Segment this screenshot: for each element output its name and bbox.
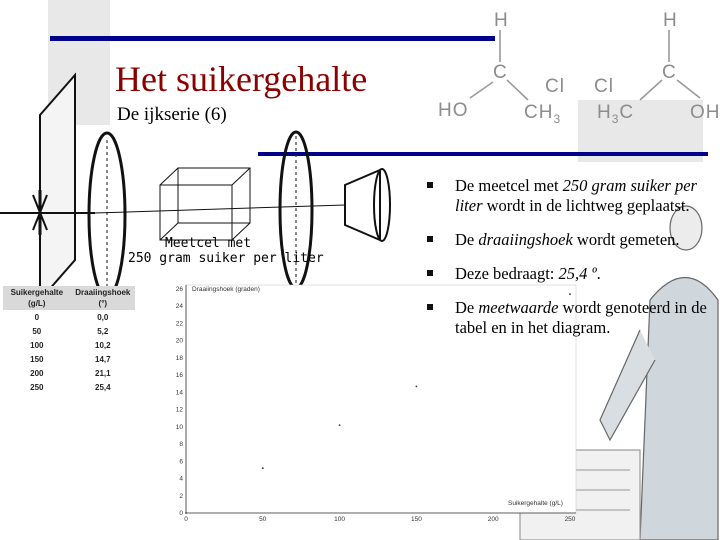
y-tick-label: 26 — [175, 286, 183, 293]
y-tick-label: 0 — [179, 510, 183, 517]
y-tick-label: 6 — [179, 458, 183, 466]
bullet-emphasis: 250 gram suiker per liter — [455, 176, 697, 215]
bullet-text: wordt genoteerd in de tabel en in het diagram. — [455, 298, 707, 337]
y-tick-label: 14 — [175, 389, 183, 397]
x-tick-label: 150 — [410, 516, 422, 523]
cell-label — [128, 236, 324, 266]
molecule-c-left: C — [493, 62, 508, 83]
y-tick-label: 24 — [175, 303, 183, 311]
data-point — [262, 467, 264, 469]
cell-label-line1: Meetcel met — [164, 236, 252, 251]
molecule-h-right: H — [663, 10, 678, 31]
bullet-text: Deze bedraagt: — [455, 264, 559, 283]
chart-xlabel: Suikergehalte (g/L) — [508, 500, 563, 507]
y-tick-label: 20 — [175, 337, 183, 345]
y-tick-label: 10 — [175, 423, 183, 431]
y-tick-label: 16 — [175, 372, 183, 380]
bullet-text: De meetcel met — [455, 176, 563, 195]
molecule-c-right: C — [662, 62, 677, 83]
table-row — [3, 352, 135, 366]
slide-subtitle: De ijkserie (6) — [117, 104, 227, 125]
table-cell: 14,7 — [95, 354, 111, 364]
table-row — [3, 324, 135, 338]
table-header-row — [3, 286, 135, 310]
bullet-square-icon — [427, 270, 433, 276]
x-tick-label: 100 — [334, 516, 346, 523]
bullet-text: De — [455, 230, 479, 249]
data-point — [416, 385, 418, 387]
molecule-h3c: $H_3C$ — [597, 102, 635, 126]
table-cell: 25,4 — [95, 382, 111, 392]
bullet-text: wordt in de lichtweg geplaatst. — [482, 196, 690, 215]
table-header-sugar: Suikergehalte (g/L) — [3, 286, 71, 310]
slide-title: Het suikergehalte — [115, 59, 368, 99]
table-cell: 100 — [30, 340, 44, 350]
table-cell: 10,2 — [95, 340, 111, 350]
bullet-square-icon — [427, 182, 433, 188]
table-cell: 5,2 — [97, 326, 109, 336]
bullet-text: . — [596, 264, 601, 283]
bullet-emphasis: draaiingshoek — [478, 230, 573, 249]
table-row — [3, 366, 135, 380]
bullet-item — [425, 230, 710, 250]
bullet-square-icon — [427, 304, 433, 310]
y-tick-label: 4 — [179, 475, 183, 483]
table-cell: 0 — [34, 312, 40, 322]
x-tick-label: 0 — [184, 516, 188, 523]
data-point — [339, 424, 341, 426]
measuring-cell — [160, 168, 250, 240]
molecule-cl-2: Cl — [594, 76, 614, 97]
table-cell: 150 — [30, 354, 44, 364]
table-cell: 250 — [30, 382, 44, 392]
bullet-square-icon — [427, 236, 433, 242]
molecule-oh: OH — [690, 102, 720, 123]
cell-label-line2: 250 gram suiker per liter — [128, 251, 324, 266]
bullet-emphasis: 25,4 º — [558, 264, 597, 283]
bullet-item — [425, 176, 710, 216]
calibration-table — [3, 286, 135, 394]
x-tick-label: 250 — [564, 516, 576, 523]
accent-bar-bottom — [258, 152, 708, 156]
data-point — [185, 512, 187, 514]
molecule-ch3: $CH_3$ — [524, 102, 562, 126]
accent-bar-top — [50, 36, 495, 41]
molecule-h-left: H — [494, 10, 509, 31]
bullet-item — [425, 264, 710, 284]
y-tick-label: 2 — [179, 492, 183, 500]
table-cell: 0,0 — [97, 312, 109, 322]
x-tick-labels — [184, 516, 576, 523]
molecule-cl-1: Cl — [545, 76, 565, 97]
bullet-emphasis: meetwaarde — [478, 298, 559, 317]
y-tick-labels — [176, 286, 184, 517]
y-tick-label: 12 — [175, 406, 183, 414]
table-cell: 50 — [32, 326, 42, 336]
bullet-list — [425, 176, 710, 352]
y-tick-label: 18 — [175, 354, 183, 362]
x-tick-label: 200 — [487, 516, 499, 523]
table-row — [3, 310, 135, 324]
chart-ylabel: Draaiingshoek (graden) — [192, 286, 260, 293]
bullet-item — [425, 298, 710, 338]
y-tick-label: 22 — [175, 320, 183, 328]
table-row — [3, 338, 135, 352]
molecule-ho: HO — [438, 100, 469, 121]
bullet-text: wordt gemeten. — [572, 230, 680, 249]
table-row — [3, 380, 135, 394]
table-cell: 200 — [30, 368, 44, 378]
table-header-angle: Draaiingshoek (°) — [71, 286, 135, 310]
bullet-text: De — [455, 298, 479, 317]
y-tick-label: 8 — [179, 441, 183, 449]
light-source-screen — [40, 75, 75, 300]
x-tick-label: 50 — [259, 516, 267, 523]
table-cell: 21,1 — [95, 368, 111, 378]
